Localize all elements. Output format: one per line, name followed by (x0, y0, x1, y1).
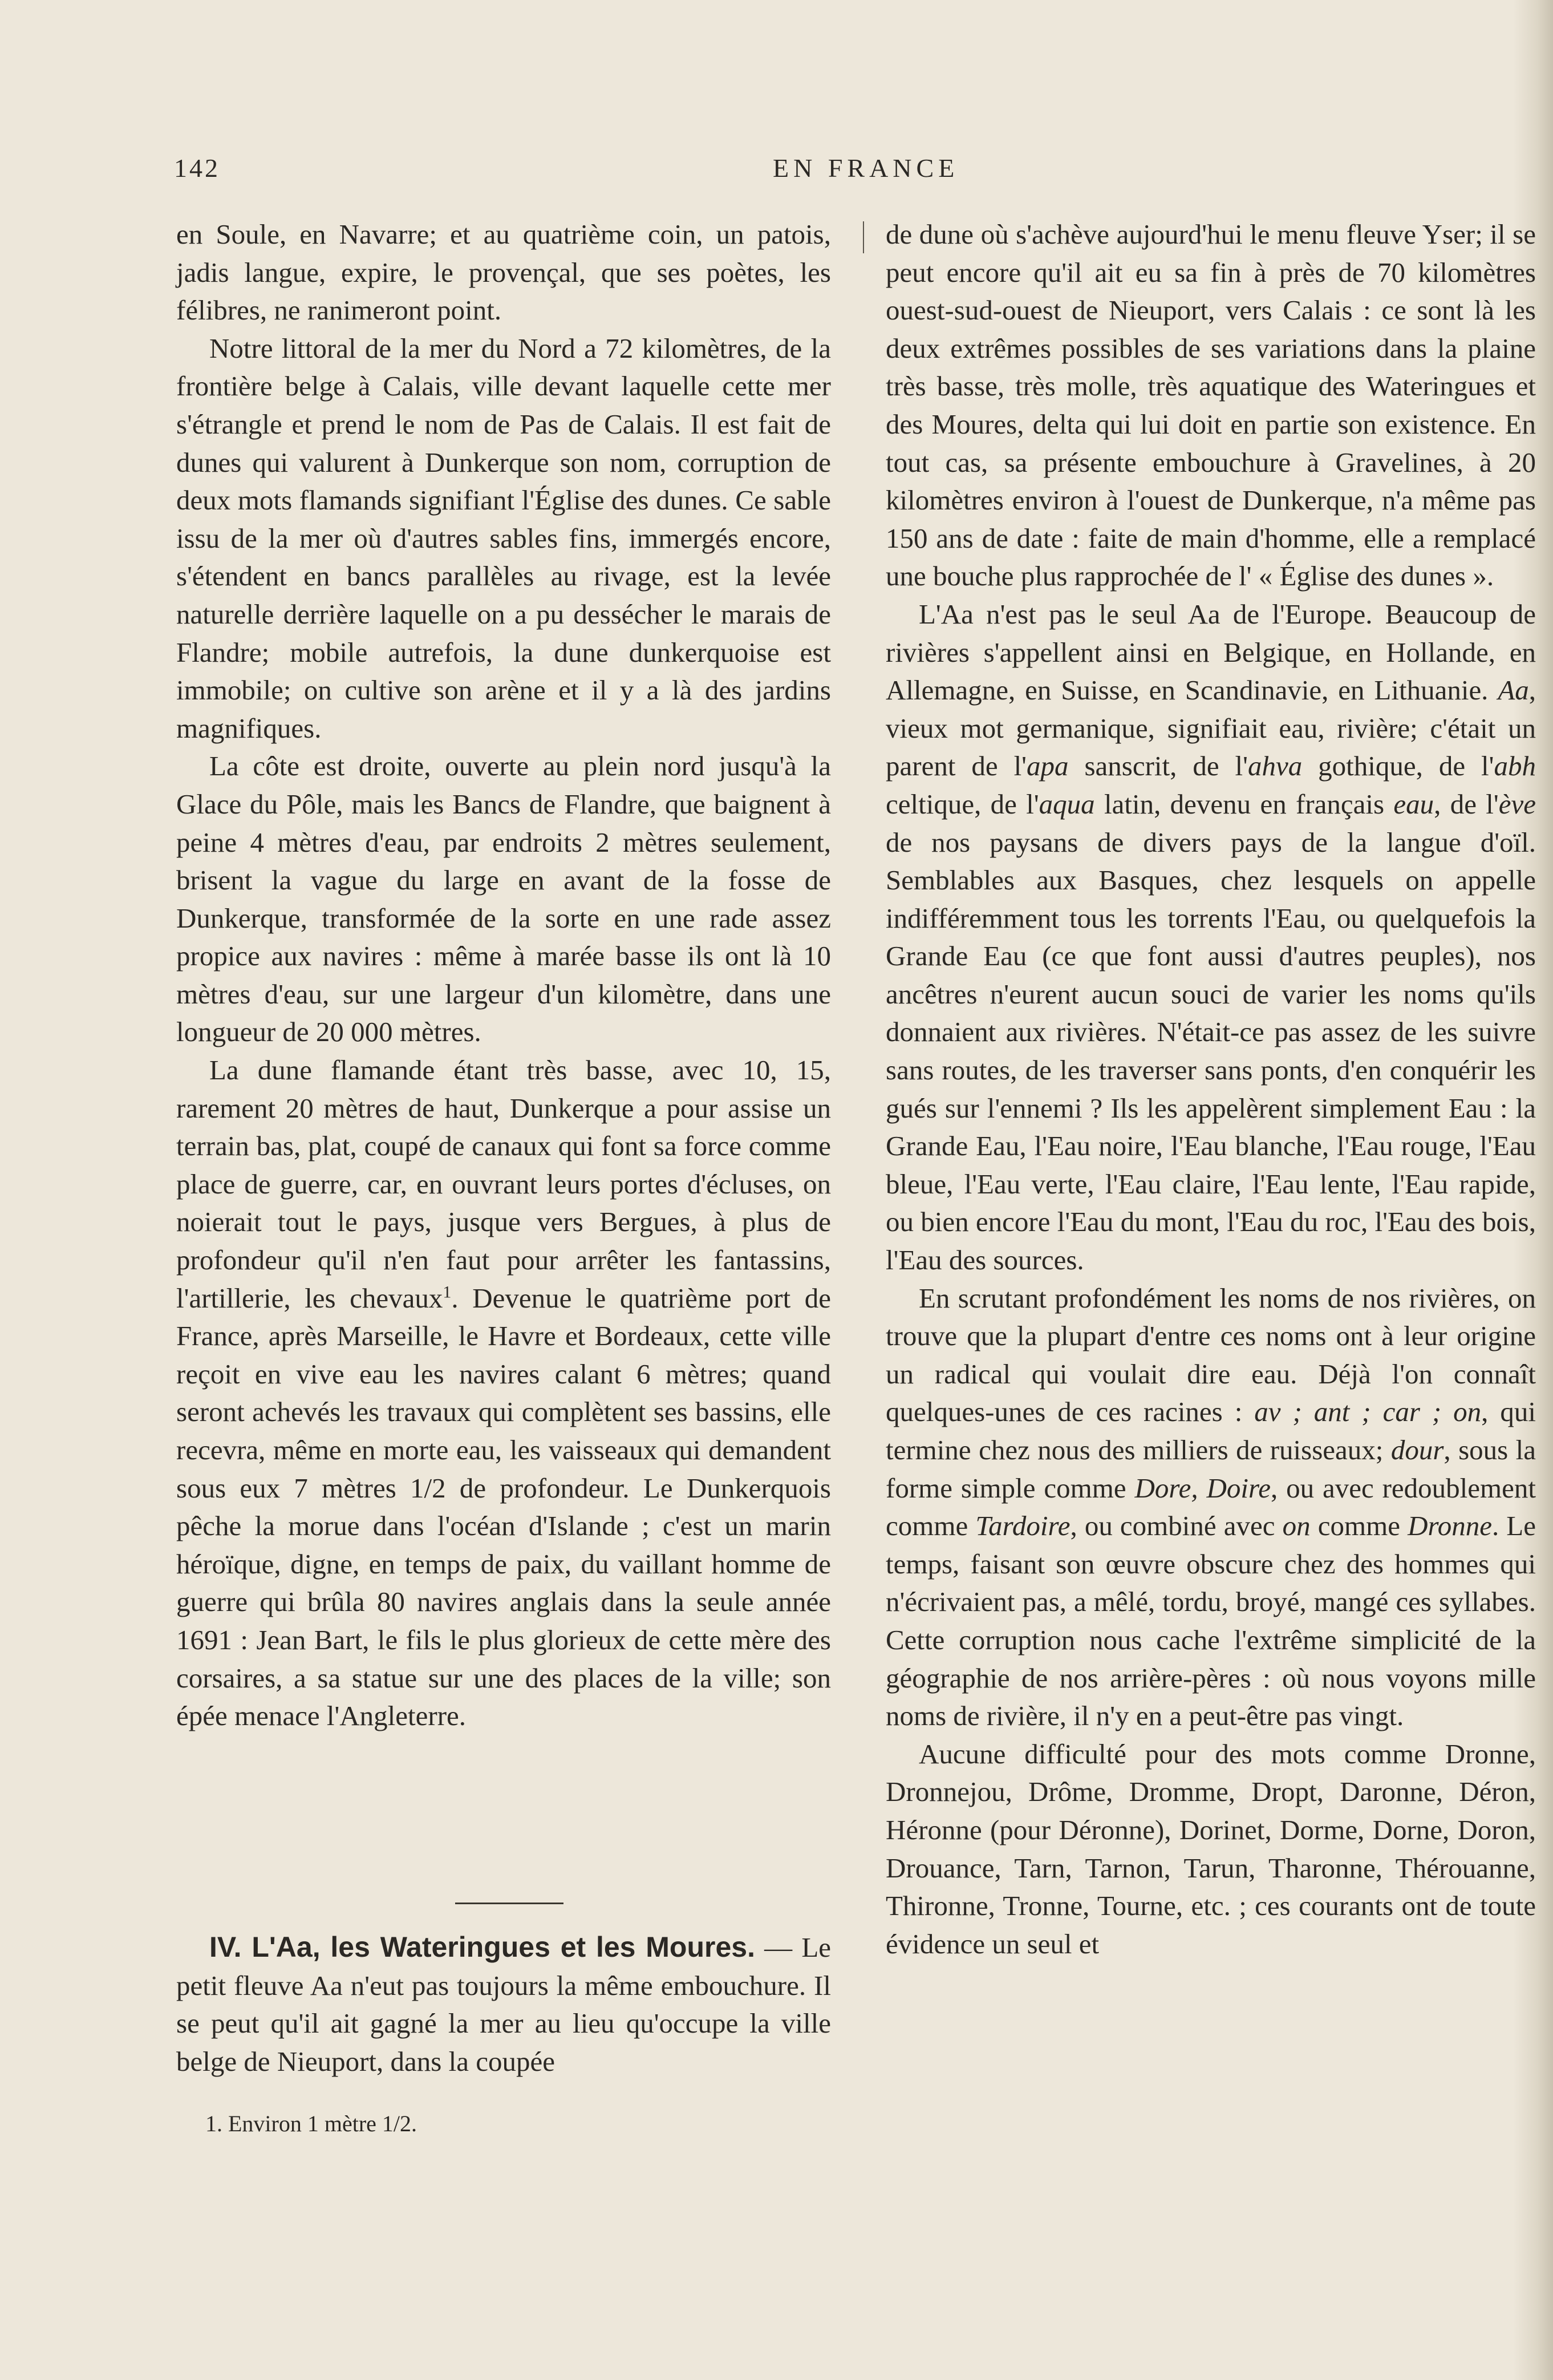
paragraph: en Soule, en Navarre; et au quatrième coin, un patois, jadis langue, expire, le provençal, que ses poètes, les félibres, ne ranimeront point. (176, 218, 831, 326)
paragraph: Notre littoral de la mer du Nord a 72 kilomètres, de la frontière belge à Calais, ville devant laquelle cette mer s'étrangle et prend le nom de Pas de Calais. Il est fait de dunes qui valurent à Dunkerque son nom, corruption de deux mots flamands signifiant l'Église des dunes. Ce sable issu de la mer où d'autres sables fins, immergés encore, s'étendent en bancs parallèles au rivage, est la levée naturelle derrière laquelle on a pu dessécher le marais de Flandre; mobile autrefois, la dune dunkerquoise est immobile; on cultive son arène et il y a là des jardins magnifiques. (176, 332, 831, 744)
paragraph: IV. L'Aa, les Wateringues et les Moures. — Le petit fleuve Aa n'eut pas toujours la même embouchure. Il se peut qu'il ait gagné la mer au lieu qu'occupe la ville belge de Nieuport, dans la coupée (176, 1931, 831, 2077)
paragraph: de dune où s'achève aujourd'hui le menu fleuve Yser; il se peut encore qu'il ait eu sa fin à près de 70 kilomètres ouest-sud-ouest de Nieuport, vers Calais : ce sont là les deux extrêmes possibles de ses variations dans la plaine très basse, très molle, très aquatique des Wateringues et des Moures, delta qui lui doit en partie son existence. En tout cas, sa présente embouchure à Gravelines, à 20 kilomètres environ à l'ouest de Dunkerque, n'a même pas 150 ans de date : faite de main d'homme, elle a remplacé une bouche plus rapprochée de l' « Église des dunes ». (886, 218, 1536, 592)
footnote-ref: 1 (443, 1282, 452, 1302)
column-rule (863, 221, 864, 253)
section-heading: IV. L'Aa, les Wateringues et les Moures. (209, 1931, 755, 1963)
section-divider (455, 1903, 563, 1904)
paragraph: La côte est droite, ouverte au plein nord jusqu'à la Glace du Pôle, mais les Bancs de Flandre, que baignent à peine 4 mètres d'eau, par endroits 2 mètres seulement, brisent la vague du large en avant de la fosse de Dunkerque, transformée de la sorte en une rade assez propice aux navires : même à marée basse ils ont là 10 mètres d'eau, sur une largeur d'un kilomètre, dans une longueur de 20 000 mètres. (176, 750, 831, 1048)
paragraph: La dune flamande étant très basse, avec 10, 15, rarement 20 mètres de haut, Dunkerque a pour assise un terrain bas, plat, coupé de canaux qui font sa force comme place de guerre, car, en ouvrant leurs portes d'écluses, on noierait tout le pays, jusque vers Bergues, à plus de profondeur qu'il n'en faut pour arrêter les fantassins, l'artillerie, les chevaux$^1$. Devenue le quatrième port de France, après Marseille, le Havre et Bordeaux, cette ville reçoit en vive eau les navires calant 6 mètres; quand seront achevés les travaux qui complètent ses bassins, elle recevra, même en morte eau, les vaisseaux qui demandent sous eux 7 mètres 1/2 de profondeur. Le Dunkerquois pêche la morue dans l'océan d'Islande ; c'est un marin héroïque, digne, en temps de paix, du vaillant homme de guerre qui brûla 80 navires anglais dans la seule année 1691 : Jean Bart, le fils le plus glorieux de cette mère des corsaires, a sa statue sur une des places de la ville; son épée menace l'Angleterre. (176, 1054, 831, 1732)
page-number: 142 (174, 153, 220, 183)
paragraph: Aucune difficulté pour des mots comme Dronne, Dronnejou, Drôme, Dromme, Dropt, Daronne, Déron, Héronne (pour Déronne), Dorinet, Dorme, Dorne, Doron, Drouance, Tarn, Tarnon, Tarun, Tharonne, Thérouanne, Thironne, Tronne, Tourne, etc. ; ces courants ont de toute évidence un seul et (886, 1738, 1536, 1960)
running-head (174, 153, 1531, 187)
left-column (176, 216, 831, 1735)
footnote: 1. Environ 1 mètre 1/2. (205, 2111, 417, 2136)
paragraph: L'Aa n'est pas le seul Aa de l'Europe. Beaucoup de rivières s'appellent ainsi en Belgique, en Hollande, en Allemagne, en Suisse, en Scandinavie, en Lithuanie. Aa, vieux mot germanique, signifiait eau, rivière; c'était un parent de l'apa sanscrit, de l'ahva gothique, de l'abh celtique, de l'aqua latin, devenu en français eau, de l'ève de nos paysans de divers pays de la langue d'oïl. Semblables aux Basques, chez lesquels on appelle indifféremment tous les torrents l'Eau, ou quelquefois la Grande Eau (ce que font aussi d'autres peuples), nos ancêtres n'eurent aucun souci de varier les noms qu'ils donnaient aux rivières. N'était-ce pas assez de les suivre sans routes, de les traverser sans ponts, d'en conquérir les gués sur l'ennemi ? Ils les appelèrent simplement Eau : la Grande Eau, l'Eau noire, l'Eau blanche, l'Eau rouge, l'Eau bleue, l'Eau verte, l'Eau claire, l'Eau lente, l'Eau rapide, ou bien encore l'Eau du mont, l'Eau du roc, l'Eau des bois, l'Eau des sources. (886, 598, 1536, 1276)
running-title: EN FRANCE (773, 153, 959, 183)
paragraph: En scrutant profondément les noms de nos rivières, on trouve que la plupart d'entre ces noms ont à leur origine un radical qui voulait dire eau. Déjà l'on connaît quelques-unes de ces racines : av ; ant ; car ; on, qui termine chez nous des milliers de ruisseaux; dour, sous la forme simple comme Dore, Doire, ou avec redoublement comme Tardoire, ou combiné avec on comme Dronne. Le temps, faisant son œuvre obscure chez des hommes qui n'écrivaient pas, a mêlé, tordu, broyé, mangé ces syllabes. Cette corruption nous cache l'extrême simplicité de la géographie de nos arrière-pères : où nous voyons mille noms de rivière, il n'y en a peut-être pas vingt. (886, 1282, 1536, 1732)
section-iv (176, 1928, 831, 2081)
right-column (886, 216, 1536, 1963)
